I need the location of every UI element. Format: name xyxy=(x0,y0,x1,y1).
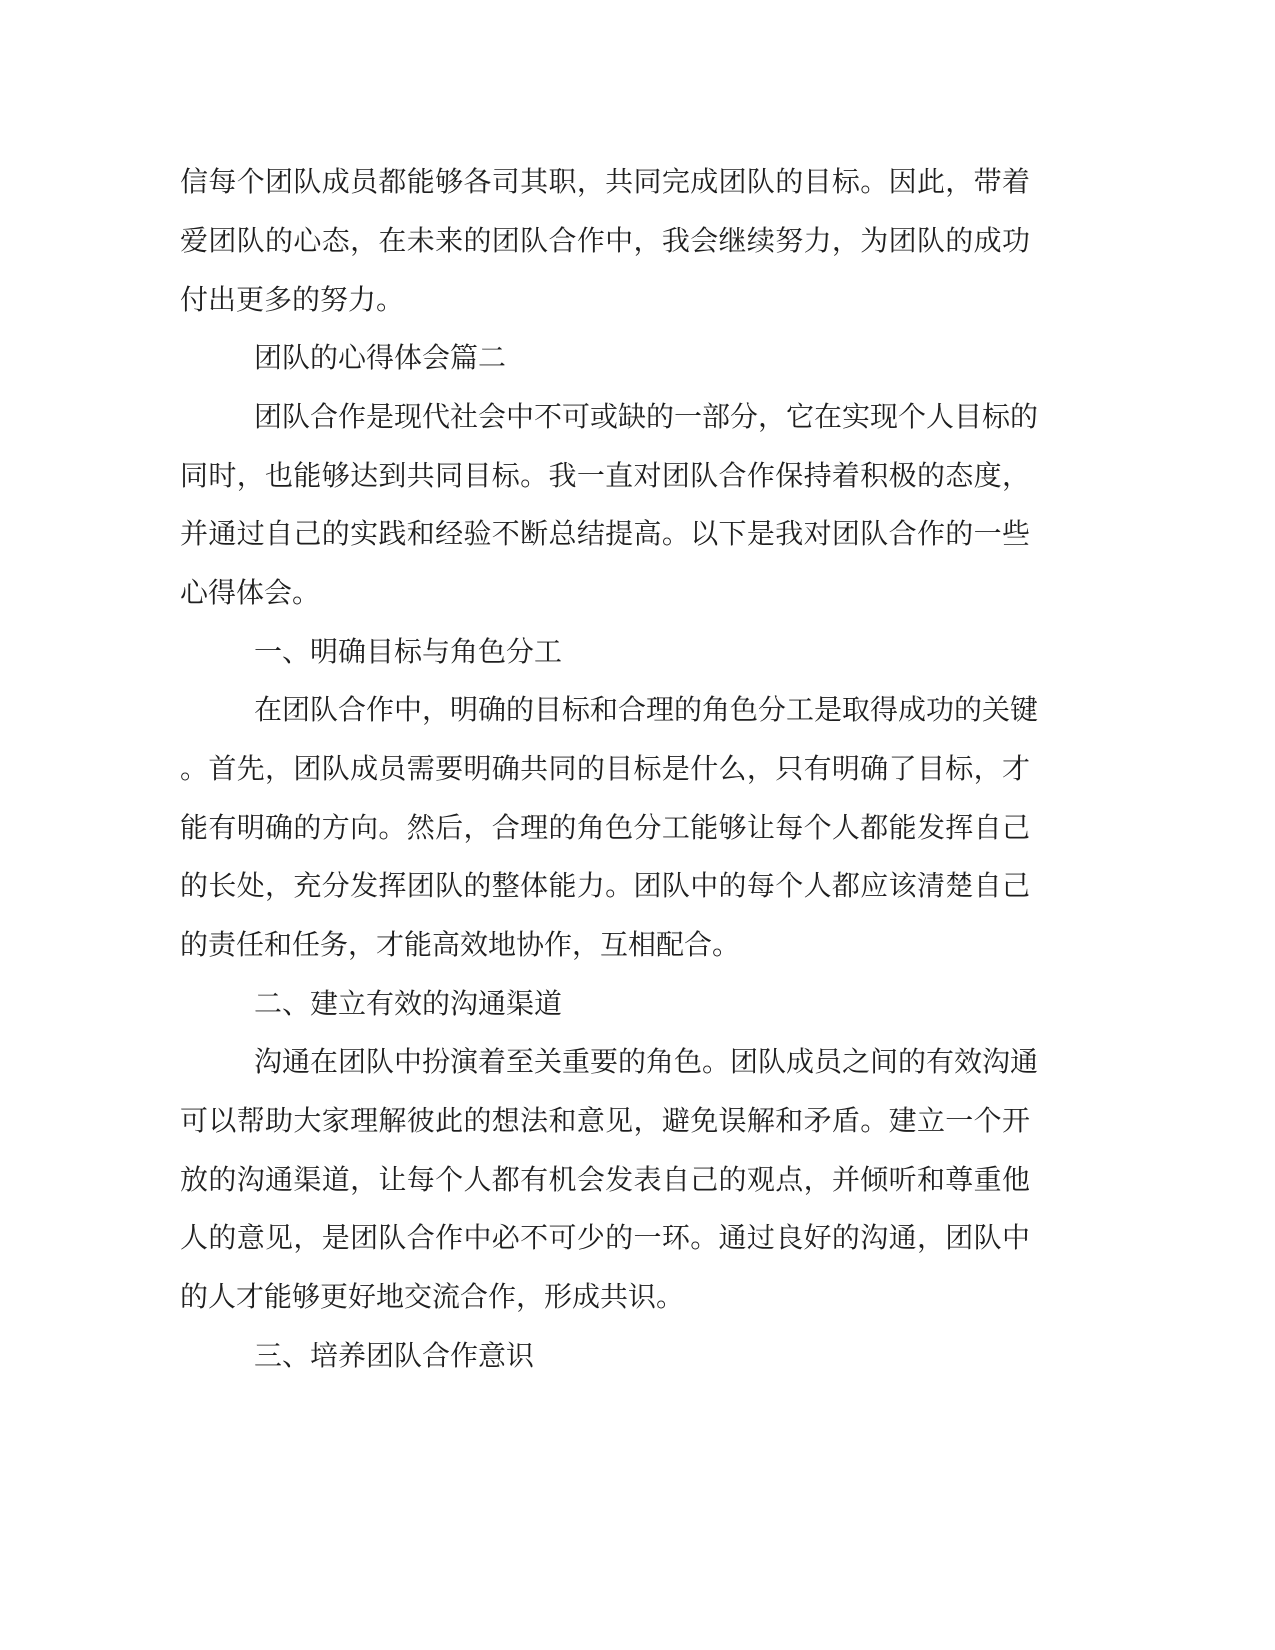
paragraph-line: 同时，也能够达到共同目标。我一直对团队合作保持着积极的态度， xyxy=(180,459,1030,492)
paragraph-line: 沟通在团队中扮演着至关重要的角色。团队成员之间的有效沟通 xyxy=(254,1045,1039,1078)
paragraph-line: 的人才能够更好地交流合作，形成共识。 xyxy=(180,1280,685,1313)
paragraph-line: 在团队合作中，明确的目标和合理的角色分工是取得成功的关键 xyxy=(254,693,1039,726)
section-heading: 二、建立有效的沟通渠道 xyxy=(254,987,563,1020)
paragraph-line: 能有明确的方向。然后，合理的角色分工能够让每个人都能发挥自己 xyxy=(180,811,1030,844)
paragraph-line: 人的意见，是团队合作中必不可少的一环。通过良好的沟通，团队中 xyxy=(180,1221,1030,1254)
paragraph-line: 信每个团队成员都能够各司其职，共同完成团队的目标。因此，带着 xyxy=(180,165,1030,198)
paragraph-line: 团队合作是现代社会中不可或缺的一部分，它在实现个人目标的 xyxy=(254,400,1039,433)
paragraph-line: 的责任和任务，才能高效地协作，互相配合。 xyxy=(180,928,741,961)
paragraph-line: 爱团队的心态，在未来的团队合作中，我会继续努力，为团队的成功 xyxy=(180,224,1030,257)
section-heading: 三、培养团队合作意识 xyxy=(254,1339,535,1372)
section-heading: 一、明确目标与角色分工 xyxy=(254,635,563,668)
paragraph-line: 并通过自己的实践和经验不断总结提高。以下是我对团队合作的一些 xyxy=(180,517,1030,550)
section-title: 团队的心得体会篇二 xyxy=(254,341,507,374)
paragraph-line: 付出更多的努力。 xyxy=(180,283,405,316)
paragraph-line: 。首先，团队成员需要明确共同的目标是什么，只有明确了目标，才 xyxy=(180,752,1030,785)
paragraph-line: 可以帮助大家理解彼此的想法和意见，避免误解和矛盾。建立一个开 xyxy=(180,1104,1030,1137)
paragraph-line: 心得体会。 xyxy=(180,576,321,609)
paragraph-line: 的长处，充分发挥团队的整体能力。团队中的每个人都应该清楚自己 xyxy=(180,869,1030,902)
paragraph-line: 放的沟通渠道，让每个人都有机会发表自己的观点，并倾听和尊重他 xyxy=(180,1163,1030,1196)
